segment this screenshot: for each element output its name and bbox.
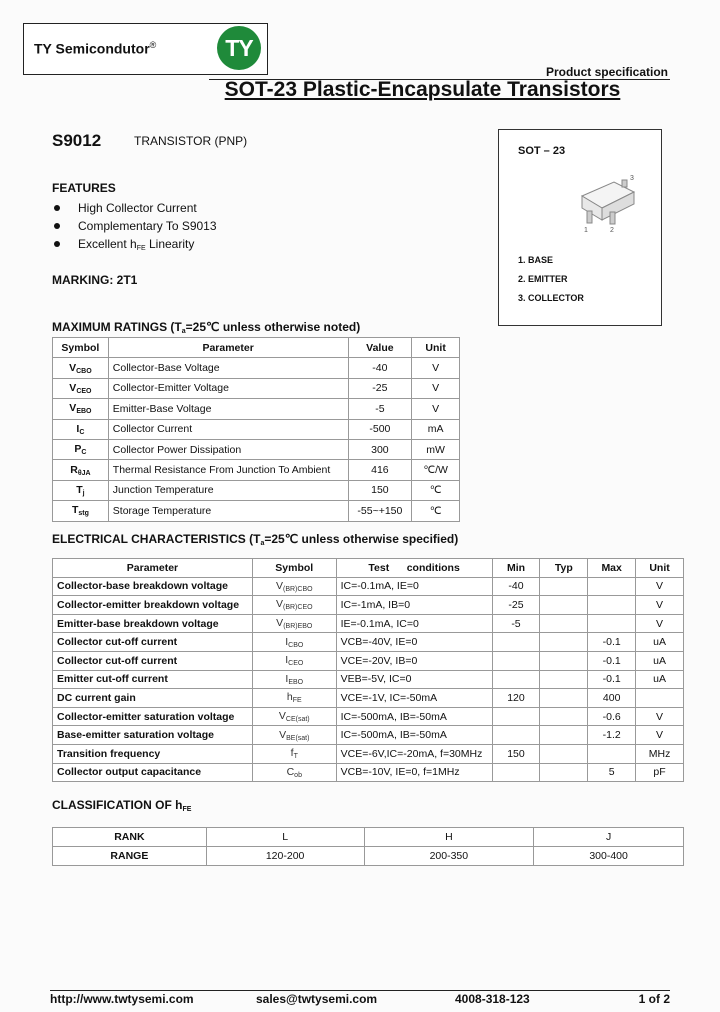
- symbol-subscript: CE(sat): [285, 716, 310, 724]
- parameter-cell: Junction Temperature: [108, 480, 348, 500]
- column-header: Symbol: [252, 559, 336, 578]
- max-cell: -0.1: [588, 670, 636, 689]
- symbol-subscript: T: [293, 753, 298, 761]
- symbol-cell: [252, 596, 336, 615]
- symbol-cell: [53, 501, 109, 521]
- symbol-subscript: CBO: [76, 367, 92, 375]
- heading-subscript: a: [260, 540, 265, 547]
- value-cell: -500: [348, 419, 412, 439]
- symbol: V: [69, 381, 77, 394]
- symbol-subscript: ob: [294, 771, 302, 779]
- unit-cell: V: [636, 614, 684, 633]
- max-ratings-heading: [52, 320, 360, 335]
- condition-cell: IC=-500mA, IB=-50mA: [336, 707, 492, 726]
- max-cell: -0.6: [588, 707, 636, 726]
- heading-text-end: =25℃ unless otherwise specified): [264, 532, 459, 546]
- table-row: [53, 651, 684, 670]
- unit-cell: ℃/W: [412, 460, 460, 480]
- symbol-cell: [53, 378, 109, 398]
- max-cell: -1.2: [588, 726, 636, 745]
- unit-cell: MHz: [636, 744, 684, 763]
- unit-cell: ℃: [412, 501, 460, 521]
- range-label: RANGE: [53, 847, 207, 866]
- heading-text: ELECTRICAL CHARACTERISTICS (T: [52, 532, 261, 546]
- parameter-cell: Collector-emitter saturation voltage: [53, 707, 253, 726]
- min-cell: [492, 651, 540, 670]
- column-header: Unit: [412, 338, 460, 358]
- table-row: [53, 460, 460, 480]
- symbol: V: [69, 361, 77, 374]
- range-row: [53, 847, 684, 866]
- column-header: Max: [588, 559, 636, 578]
- unit-cell: V: [412, 399, 460, 419]
- parameter-cell: Collector-Emitter Voltage: [108, 378, 348, 398]
- parameter-cell: Collector cut-off current: [53, 651, 253, 670]
- symbol: h: [286, 691, 293, 704]
- feature-text-end: Linearity: [145, 237, 195, 251]
- symbol-subscript: EBO: [288, 678, 304, 686]
- footer-rule: [50, 990, 670, 991]
- typ-cell: [540, 577, 588, 596]
- company-name-text: TY Semicondutor: [34, 40, 150, 57]
- symbol: T: [76, 483, 83, 496]
- parameter-cell: DC current gain: [53, 689, 253, 708]
- symbol: C: [286, 765, 295, 778]
- symbol-subscript: C: [79, 428, 85, 436]
- table-row: [53, 419, 460, 439]
- parameter-cell: Emitter-Base Voltage: [108, 399, 348, 419]
- table-row: [53, 358, 460, 378]
- max-cell: -0.1: [588, 651, 636, 670]
- table-row: [53, 378, 460, 398]
- symbol-cell: [252, 633, 336, 652]
- parameter-cell: Storage Temperature: [108, 501, 348, 521]
- unit-cell: V: [636, 596, 684, 615]
- symbol: I: [285, 654, 289, 667]
- max-cell: 400: [588, 689, 636, 708]
- min-cell: [492, 707, 540, 726]
- footer-email-link[interactable]: sales@twtysemi.com: [256, 992, 378, 1006]
- symbol-cell: [252, 763, 336, 782]
- parameter-cell: Collector-base breakdown voltage: [53, 577, 253, 596]
- typ-cell: [540, 707, 588, 726]
- unit-cell: [636, 689, 684, 708]
- column-header: Min: [492, 559, 540, 578]
- symbol: V: [69, 402, 77, 415]
- symbol: V: [279, 728, 287, 741]
- condition-cell: IC=-500mA, IB=-50mA: [336, 726, 492, 745]
- column-header: Typ: [540, 559, 588, 578]
- max-cell: [588, 596, 636, 615]
- max-cell: 5: [588, 763, 636, 782]
- pin-3-label: 3: [630, 175, 634, 182]
- pin-2-label: 2: [610, 227, 614, 234]
- symbol: f: [290, 747, 294, 760]
- typ-cell: [540, 614, 588, 633]
- rank-label: RANK: [53, 828, 207, 847]
- feature-text: Excellent h: [78, 237, 137, 251]
- pin-1: 1. BASE: [518, 255, 554, 265]
- typ-cell: [540, 726, 588, 745]
- table-row: [53, 614, 684, 633]
- classification-heading: [52, 798, 191, 813]
- symbol-cell: [53, 439, 109, 459]
- max-cell: [588, 614, 636, 633]
- table-row: [53, 633, 684, 652]
- footer-url-link[interactable]: http://www.twtysemi.com: [50, 992, 194, 1006]
- unit-cell: uA: [636, 670, 684, 689]
- table-row: [53, 399, 460, 419]
- table-header-row: [53, 338, 460, 358]
- min-cell: -5: [492, 614, 540, 633]
- range-cell: 120-200: [206, 847, 364, 866]
- symbol-cell: [252, 651, 336, 670]
- min-cell: 150: [492, 744, 540, 763]
- table-row: [53, 439, 460, 459]
- rank-cell: J: [534, 828, 684, 847]
- heading-subscript: FE: [182, 806, 192, 813]
- product-specification-label: Product specification: [545, 65, 668, 79]
- symbol: P: [74, 443, 82, 456]
- symbol: I: [76, 422, 80, 435]
- condition-cell: VCB=-40V, IE=0: [336, 633, 492, 652]
- table-row: [53, 577, 684, 596]
- unit-cell: mW: [412, 439, 460, 459]
- parameter-cell: Thermal Resistance From Junction To Ambient: [108, 460, 348, 480]
- min-cell: -40: [492, 577, 540, 596]
- table-row: [53, 596, 684, 615]
- footer-page-number: 1 of 2: [638, 992, 670, 1006]
- table-row: [53, 726, 684, 745]
- symbol: V: [275, 579, 283, 592]
- logo-emblem: TY: [217, 26, 261, 70]
- typ-cell: [540, 689, 588, 708]
- symbol-subscript: EBO: [76, 408, 92, 416]
- symbol-subscript: C: [81, 449, 87, 457]
- condition-cell: VCE=-20V, IB=0: [336, 651, 492, 670]
- symbol-cell: [53, 460, 109, 480]
- table-row: [53, 689, 684, 708]
- pin-2: 2. EMITTER: [518, 274, 568, 284]
- symbol: V: [276, 617, 284, 630]
- typ-cell: [540, 744, 588, 763]
- footer-phone: 4008-318-123: [455, 992, 530, 1006]
- value-cell: 300: [348, 439, 412, 459]
- min-cell: [492, 670, 540, 689]
- unit-cell: V: [412, 358, 460, 378]
- column-header: Value: [348, 338, 412, 358]
- symbol-cell: [252, 577, 336, 596]
- unit-cell: ℃: [412, 480, 460, 500]
- features-list: [52, 199, 217, 258]
- max-cell: -0.1: [588, 633, 636, 652]
- parameter-cell: Collector Power Dissipation: [108, 439, 348, 459]
- marking-label: MARKING: 2T1: [52, 273, 138, 287]
- value-cell: 150: [348, 480, 412, 500]
- condition-cell: IC=-0.1mA, IE=0: [336, 577, 492, 596]
- typ-cell: [540, 596, 588, 615]
- symbol-subscript: CEO: [288, 660, 304, 668]
- document-title: SOT-23 Plastic-Encapsulate Transistors: [224, 78, 621, 101]
- symbol-cell: [252, 744, 336, 763]
- symbol-subscript: CBO: [288, 641, 304, 649]
- heading-text: MAXIMUM RATINGS (T: [52, 320, 182, 334]
- unit-cell: V: [636, 577, 684, 596]
- symbol: V: [275, 598, 283, 611]
- symbol: I: [285, 672, 289, 685]
- parameter-cell: Collector cut-off current: [53, 633, 253, 652]
- rank-row: [53, 828, 684, 847]
- column-header: Test conditions: [336, 559, 492, 578]
- parameter-cell: Emitter cut-off current: [53, 670, 253, 689]
- pin-1-label: 1: [584, 227, 588, 234]
- min-cell: [492, 633, 540, 652]
- table-header-row: [53, 559, 684, 578]
- parameter-cell: Collector-Base Voltage: [108, 358, 348, 378]
- condition-cell: VCE=-1V, IC=-50mA: [336, 689, 492, 708]
- heading-subscript: a: [181, 328, 186, 335]
- value-cell: 416: [348, 460, 412, 480]
- classification-table: [52, 827, 684, 866]
- feature-item: Complementary To S9013: [52, 217, 217, 235]
- registered-mark: ®: [149, 40, 157, 50]
- feature-item: [52, 235, 217, 258]
- column-header: Parameter: [53, 559, 253, 578]
- table-row: [53, 744, 684, 763]
- symbol-cell: [252, 707, 336, 726]
- symbol-cell: [53, 358, 109, 378]
- range-cell: 200-350: [364, 847, 534, 866]
- pin-3: 3. COLLECTOR: [518, 293, 584, 303]
- package-name: SOT – 23: [518, 145, 566, 157]
- features-heading: FEATURES: [52, 181, 116, 195]
- package-box: [498, 129, 662, 326]
- heading-text: CLASSIFICATION OF h: [52, 798, 183, 812]
- symbol-subscript: (BR)CEO: [283, 604, 313, 612]
- symbol-subscript: (BR)EBO: [283, 623, 313, 631]
- table-row: [53, 501, 460, 521]
- company-name: [34, 40, 156, 57]
- table-row: [53, 480, 460, 500]
- symbol-cell: [252, 689, 336, 708]
- value-cell: -40: [348, 358, 412, 378]
- symbol: I: [285, 635, 289, 648]
- parameter-cell: Collector output capacitance: [53, 763, 253, 782]
- electrical-characteristics-table: [52, 558, 684, 782]
- min-cell: [492, 726, 540, 745]
- max-cell: [588, 577, 636, 596]
- condition-cell: VCE=-6V,IC=-20mA, f=30MHz: [336, 744, 492, 763]
- column-header: Parameter: [108, 338, 348, 358]
- table-row: [53, 763, 684, 782]
- symbol-cell: [53, 480, 109, 500]
- part-number: S9012: [52, 131, 102, 150]
- rank-cell: H: [364, 828, 534, 847]
- condition-cell: IE=-0.1mA, IC=0: [336, 614, 492, 633]
- symbol-subscript: BE(sat): [286, 734, 310, 742]
- symbol: V: [278, 710, 286, 723]
- symbol-subscript: stg: [78, 510, 89, 518]
- symbol-cell: [252, 726, 336, 745]
- symbol: R: [70, 463, 78, 476]
- symbol-subscript: CEO: [76, 387, 92, 395]
- feature-item: High Collector Current: [52, 199, 217, 217]
- symbol-cell: [252, 614, 336, 633]
- typ-cell: [540, 651, 588, 670]
- company-logo-box: [23, 23, 268, 75]
- parameter-cell: Transition frequency: [53, 744, 253, 763]
- unit-cell: uA: [636, 651, 684, 670]
- condition-cell: VCB=-10V, IE=0, f=1MHz: [336, 763, 492, 782]
- range-cell: 300-400: [534, 847, 684, 866]
- value-cell: -5: [348, 399, 412, 419]
- rank-cell: L: [206, 828, 364, 847]
- parameter-cell: Collector Current: [108, 419, 348, 439]
- typ-cell: [540, 633, 588, 652]
- unit-cell: V: [636, 726, 684, 745]
- condition-cell: VEB=-5V, IC=0: [336, 670, 492, 689]
- value-cell: -55~+150: [348, 501, 412, 521]
- symbol-cell: [252, 670, 336, 689]
- sot23-package-drawing: [574, 168, 644, 248]
- symbol-subscript: FE: [292, 697, 302, 705]
- min-cell: -25: [492, 596, 540, 615]
- unit-cell: V: [636, 707, 684, 726]
- unit-cell: mA: [412, 419, 460, 439]
- typ-cell: [540, 670, 588, 689]
- column-header: Unit: [636, 559, 684, 578]
- parameter-cell: Emitter-base breakdown voltage: [53, 614, 253, 633]
- electrical-heading: [52, 532, 458, 547]
- condition-cell: IC=-1mA, IB=0: [336, 596, 492, 615]
- parameter-cell: Collector-emitter breakdown voltage: [53, 596, 253, 615]
- min-cell: 120: [492, 689, 540, 708]
- column-header: Symbol: [53, 338, 109, 358]
- unit-cell: pF: [636, 763, 684, 782]
- part-type: TRANSISTOR (PNP): [134, 134, 248, 148]
- symbol: T: [71, 504, 79, 517]
- unit-cell: V: [412, 378, 460, 398]
- symbol-subscript: θJA: [77, 469, 91, 477]
- parameter-cell: Base-emitter saturation voltage: [53, 726, 253, 745]
- min-cell: [492, 763, 540, 782]
- max-ratings-table: [52, 337, 460, 522]
- symbol-subscript: j: [82, 489, 85, 497]
- feature-subscript: FE: [136, 245, 146, 252]
- symbol-subscript: (BR)CBO: [283, 585, 313, 593]
- unit-cell: uA: [636, 633, 684, 652]
- table-row: [53, 707, 684, 726]
- symbol-cell: [53, 399, 109, 419]
- pin-list: [518, 251, 584, 308]
- heading-text-end: =25℃ unless otherwise noted): [185, 320, 361, 334]
- table-row: [53, 670, 684, 689]
- symbol-cell: [53, 419, 109, 439]
- typ-cell: [540, 763, 588, 782]
- value-cell: -25: [348, 378, 412, 398]
- max-cell: [588, 744, 636, 763]
